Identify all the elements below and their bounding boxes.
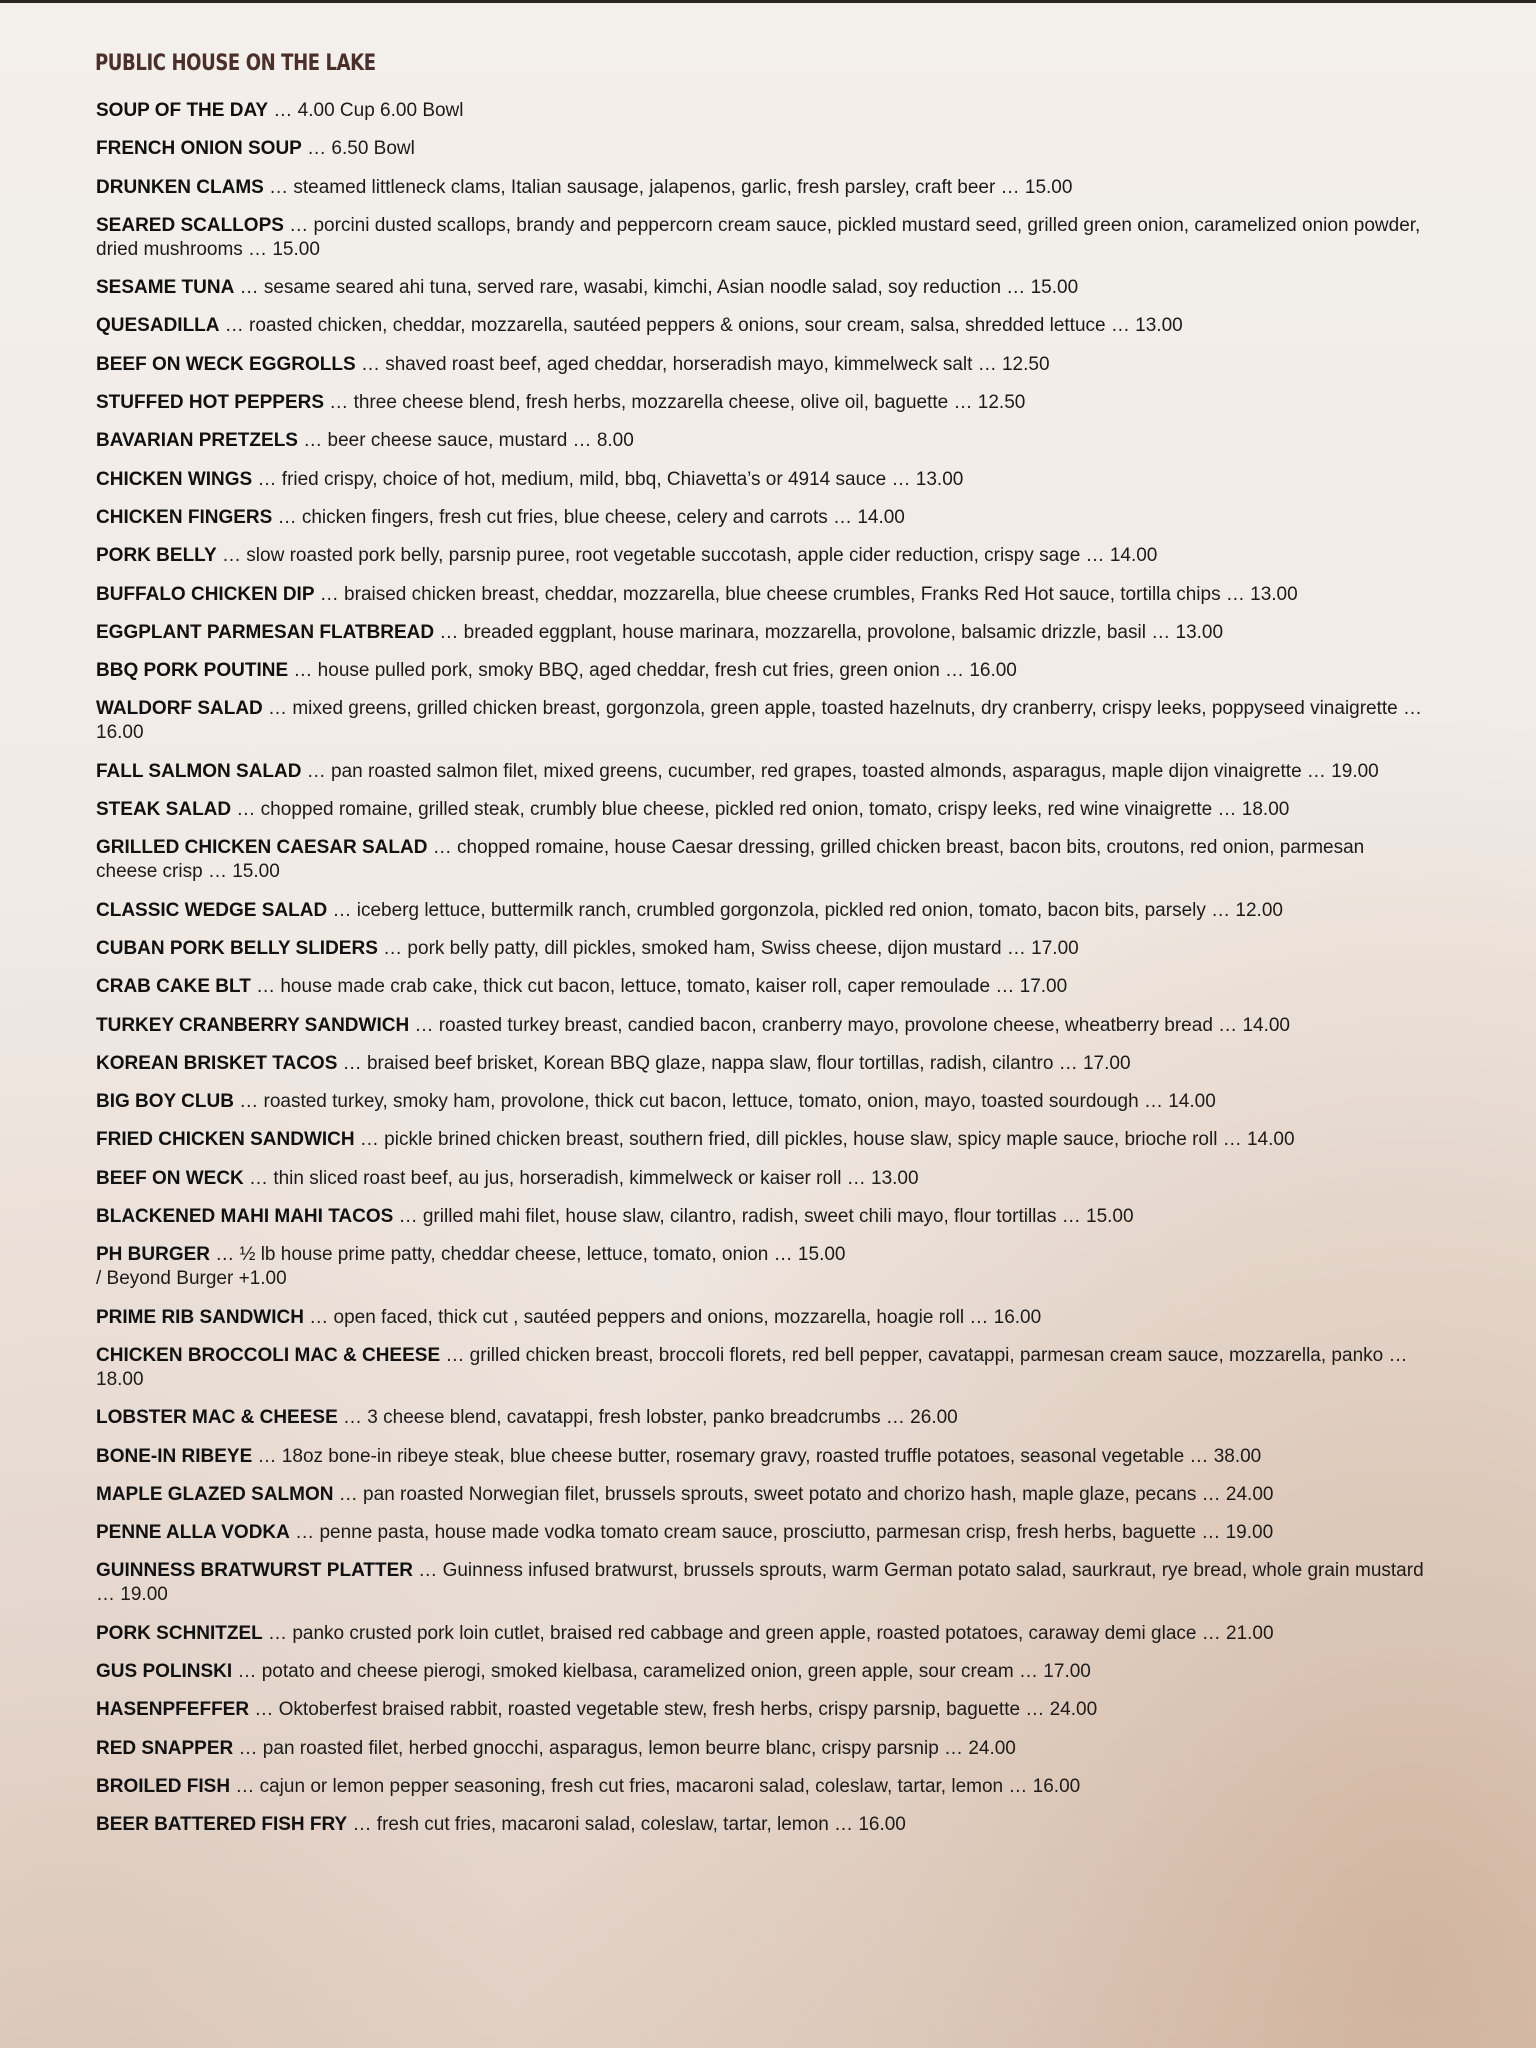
menu-item-description: … pan roasted filet, herbed gnocchi, asparagus, lemon beurre blanc, crispy parsnip … 24.00: [233, 1737, 1016, 1759]
menu-item-description: … open faced, thick cut , sautéed peppers and onions, mozzarella, hoagie roll … 16.00: [303, 1306, 1042, 1328]
menu-item: [96, 1306, 1426, 1330]
menu-item-name: TURKEY CRANBERRY SANDWICH: [96, 1014, 410, 1036]
menu-item: [96, 798, 1426, 822]
menu-item: [96, 429, 1426, 453]
menu-item: [96, 468, 1426, 492]
menu-item: [96, 975, 1426, 999]
menu-item-name: FRENCH ONION SOUP: [96, 138, 302, 160]
menu-item-description: … pan roasted salmon filet, mixed greens, cucumber, red grapes, toasted almonds, asparagus, maple dijon vinaigrette … 19.00: [301, 760, 1379, 782]
menu-item-description: … 4.00 Cup 6.00 Bowl: [268, 100, 464, 121]
menu-item: [96, 937, 1426, 961]
menu-item: [96, 1813, 1426, 1837]
menu-item: [96, 583, 1426, 607]
menu-item: [96, 137, 1426, 161]
menu-item-name: BLACKENED MAHI MAHI TACOS: [96, 1206, 394, 1228]
menu-item-description: … roasted chicken, cheddar, mozzarella, sautéed peppers & onions, sour cream, salsa, shredded lettuce … 13.00: [219, 315, 1183, 337]
menu-item-name: CRAB CAKE BLT: [96, 976, 251, 998]
menu-item-description: … iceberg lettuce, buttermilk ranch, crumbled gorgonzola, pickled red onion, tomato, bacon bits, parsely … 12.00: [327, 899, 1283, 921]
menu-item: [96, 1014, 1426, 1038]
menu-item-description: … fried crispy, choice of hot, medium, mild, bbq, Chiavetta’s or 4914 sauce … 13.00: [252, 468, 964, 490]
menu-item-note: / Beyond Burger +1.00: [96, 1268, 287, 1290]
menu-item: [96, 314, 1426, 338]
menu-item: [96, 760, 1426, 784]
menu-item-description: … beer cheese sauce, mustard … 8.00: [297, 430, 634, 452]
menu-item: [96, 214, 1426, 262]
menu-item-name: CHICKEN BROCCOLI MAC & CHEESE: [96, 1344, 441, 1366]
menu-item: [96, 353, 1426, 377]
menu-item-description: … chopped romaine, grilled steak, crumbly blue cheese, pickled red onion, tomato, crispy leeks, red wine vinaigrette … 18.00: [231, 799, 1290, 821]
menu-item-name: LOBSTER MAC & CHEESE: [96, 1407, 338, 1429]
menu-item-name: BAVARIAN PRETZELS: [96, 430, 298, 452]
menu-item-name: GUINNESS BRATWURST PLATTER: [96, 1560, 414, 1582]
menu-item-description: … 3 cheese blend, cavatappi, fresh lobster, panko breadcrumbs … 26.00: [337, 1407, 958, 1429]
menu-item-name: CHICKEN FINGERS: [96, 506, 273, 528]
menu-item: [96, 1521, 1426, 1545]
menu-item-description: … Oktoberfest braised rabbit, roasted vegetable stew, fresh herbs, crispy parsnip, baguette … 24.00: [249, 1699, 1098, 1721]
menu-item-list: [96, 99, 1426, 1851]
menu-item-name: STUFFED HOT PEPPERS: [96, 392, 325, 414]
menu-item: [96, 1698, 1426, 1722]
menu-item-name: WALDORF SALAD: [96, 698, 263, 720]
menu-item: [96, 1483, 1426, 1507]
menu-item-description: … penne pasta, house made vodka tomato cream sauce, prosciutto, parmesan crisp, fresh herbs, baguette … 19.00: [289, 1522, 1274, 1544]
menu-item: [96, 1660, 1426, 1684]
menu-item-description: … 6.50 Bowl: [301, 138, 415, 160]
menu-item: [96, 1167, 1426, 1191]
menu-item-name: EGGPLANT PARMESAN FLATBREAD: [96, 621, 435, 643]
menu-item-name: HASENPFEFFER: [96, 1699, 250, 1721]
menu-item-description: … ½ lb house prime patty, cheddar cheese, lettuce, tomato, onion … 15.00: [210, 1244, 846, 1266]
menu-item-name: GUS POLINSKI: [96, 1660, 233, 1682]
menu-item-name: BEEF ON WECK: [96, 1167, 244, 1189]
menu-item-name: PRIME RIB SANDWICH: [96, 1306, 304, 1328]
menu-item-description: … house made crab cake, thick cut bacon, lettuce, tomato, kaiser roll, caper remoulade … 17.00: [250, 976, 1068, 998]
menu-item-name: SEARED SCALLOPS: [96, 214, 284, 236]
menu-item: [96, 1737, 1426, 1761]
menu-item-description: … shaved roast beef, aged cheddar, horseradish mayo, kimmelweck salt … 12.50: [355, 353, 1050, 375]
menu-item: [96, 1205, 1426, 1229]
menu-item: [96, 899, 1426, 923]
menu-item: [96, 1243, 1426, 1291]
menu-item-description: … porcini dusted scallops, brandy and peppercorn cream sauce, pickled mustard seed, grilled green onion, caramelized onion powder, dried mushrooms … 15.00: [96, 214, 1421, 260]
menu-item: [96, 1052, 1426, 1076]
menu-item-name: KOREAN BRISKET TACOS: [96, 1052, 338, 1074]
menu-item-name: BONE-IN RIBEYE: [96, 1445, 253, 1467]
menu-item-description: … braised beef brisket, Korean BBQ glaze, nappa slaw, flour tortillas, radish, cilantro … 17.00: [337, 1052, 1131, 1074]
menu-item: [96, 1344, 1426, 1392]
menu-item: [96, 391, 1426, 415]
menu-item-description: … 18oz bone-in ribeye steak, blue cheese butter, rosemary gravy, roasted truffle potatoes, seasonal vegetable … 38.00: [252, 1445, 1262, 1467]
menu-item: [96, 1775, 1426, 1799]
menu-item-name: MAPLE GLAZED SALMON: [96, 1483, 334, 1505]
menu-item-name: SESAME TUNA: [96, 277, 235, 299]
menu-item: [96, 506, 1426, 530]
menu-item-description: … pork belly patty, dill pickles, smoked ham, Swiss cheese, dijon mustard … 17.00: [377, 937, 1079, 959]
menu-item-name: GRILLED CHICKEN CAESAR SALAD: [96, 837, 428, 859]
menu-item-name: BIG BOY CLUB: [96, 1091, 234, 1113]
menu-item-description: … steamed littleneck clams, Italian sausage, jalapenos, garlic, fresh parsley, craft beer … 15.00: [263, 176, 1073, 198]
menu-item-name: BEER BATTERED FISH FRY: [96, 1814, 348, 1836]
menu-item: [96, 836, 1426, 884]
menu-item-description: … roasted turkey breast, candied bacon, cranberry mayo, provolone cheese, wheatberry bread … 14.00: [409, 1014, 1290, 1036]
menu-item: [96, 1128, 1426, 1152]
menu-item-name: BROILED FISH: [96, 1775, 231, 1797]
menu-item-name: FRIED CHICKEN SANDWICH: [96, 1129, 355, 1151]
menu-item: [96, 99, 1426, 123]
menu-item-description: … slow roasted pork belly, parsnip puree, root vegetable succotash, apple cider reduction, crispy sage … 14.00: [216, 545, 1158, 567]
menu-item-description: … fresh cut fries, macaroni salad, coleslaw, tartar, lemon … 16.00: [347, 1814, 906, 1836]
menu-item-name: BEEF ON WECK EGGROLLS: [96, 353, 356, 375]
menu-item: [96, 1445, 1426, 1469]
menu-item-name: STEAK SALAD: [96, 799, 232, 821]
menu-item: [96, 1622, 1426, 1646]
menu-item-name: CHICKEN WINGS: [96, 468, 253, 490]
menu-item-description: … pan roasted Norwegian filet, brussels sprouts, sweet potato and chorizo hash, maple glaze, pecans … 24.00: [333, 1483, 1274, 1505]
menu-item-name: RED SNAPPER: [96, 1737, 234, 1759]
menu-item-name: CLASSIC WEDGE SALAD: [96, 899, 328, 921]
menu-item-description: … roasted turkey, smoky ham, provolone, thick cut bacon, lettuce, tomato, onion, mayo, toasted sourdough … 14.00: [233, 1091, 1216, 1113]
menu-item-name: BUFFALO CHICKEN DIP: [96, 583, 315, 605]
menu-item-description: … breaded eggplant, house marinara, mozzarella, provolone, balsamic drizzle, basil … 13.00: [434, 621, 1224, 643]
menu-item: [96, 276, 1426, 300]
menu-item-name: BBQ PORK POUTINE: [96, 660, 289, 682]
menu-item: [96, 544, 1426, 568]
menu-item: [96, 1559, 1426, 1607]
menu-item-name: DRUNKEN CLAMS: [96, 176, 264, 198]
menu-item-description: … potato and cheese pierogi, smoked kielbasa, caramelized onion, green apple, sour cream … 17.00: [232, 1660, 1091, 1682]
menu-item-name: PORK BELLY: [96, 545, 217, 567]
menu-item: [96, 697, 1426, 745]
menu-item: [96, 1090, 1426, 1114]
menu-item-name: PH BURGER: [96, 1244, 211, 1266]
menu-item-description: … braised chicken breast, cheddar, mozzarella, blue cheese crumbles, Franks Red Hot sauce, tortilla chips … 13.00: [314, 583, 1298, 605]
menu-item: [96, 176, 1426, 200]
menu-item-description: … house pulled pork, smoky BBQ, aged cheddar, fresh cut fries, green onion … 16.00: [288, 660, 1017, 682]
menu-item-name: PORK SCHNITZEL: [96, 1622, 263, 1644]
menu-page: [0, 3, 1536, 2048]
menu-item-description: … panko crusted pork loin cutlet, braised red cabbage and green apple, roasted potatoes, caraway demi glace … 21.00: [262, 1622, 1274, 1644]
menu-item-description: … chopped romaine, house Caesar dressing, grilled chicken breast, bacon bits, croutons, red onion, parmesan cheese crisp … 15.00: [96, 837, 1365, 883]
menu-item-description: … pickle brined chicken breast, southern fried, dill pickles, house slaw, spicy maple sauce, brioche roll … 14.00: [354, 1129, 1295, 1151]
menu-item-description: … grilled mahi filet, house slaw, cilantro, radish, sweet chili mayo, flour tortillas … 15.00: [393, 1206, 1134, 1228]
menu-item: [96, 1406, 1426, 1430]
menu-item-description: … thin sliced roast beef, au jus, horseradish, kimmelweck or kaiser roll … 13.00: [243, 1167, 919, 1189]
menu-item-description: … mixed greens, grilled chicken breast, gorgonzola, green apple, toasted hazelnuts, dry cranberry, crispy leeks, poppyseed vinaigrette … 16.00: [96, 698, 1423, 744]
menu-title: PUBLIC HOUSE ON THE LAKE: [95, 51, 376, 76]
menu-item-name: FALL SALMON SALAD: [96, 760, 302, 782]
menu-item-description: … cajun or lemon pepper seasoning, fresh cut fries, macaroni salad, coleslaw, tartar, lemon … 16.00: [230, 1775, 1081, 1797]
menu-item-description: … Guinness infused bratwurst, brussels sprouts, warm German potato salad, saurkraut, rye bread, whole grain mustard … 19.00: [96, 1560, 1424, 1606]
menu-item-name: QUESADILLA: [96, 315, 220, 337]
menu-item-description: … sesame seared ahi tuna, served rare, wasabi, kimchi, Asian noodle salad, soy reduction … 15.00: [234, 277, 1079, 299]
menu-item: [96, 621, 1426, 645]
menu-item-description: … three cheese blend, fresh herbs, mozzarella cheese, olive oil, baguette … 12.50: [324, 392, 1026, 414]
menu-item-name: PENNE ALLA VODKA: [96, 1522, 290, 1544]
menu-item-name: CUBAN PORK BELLY SLIDERS: [96, 937, 378, 959]
menu-item: [96, 659, 1426, 683]
menu-item-description: … chicken fingers, fresh cut fries, blue cheese, celery and carrots … 14.00: [272, 506, 905, 528]
menu-item-description: … grilled chicken breast, broccoli florets, red bell pepper, cavatappi, parmesan cream sauce, mozzarella, panko … 18.00: [96, 1344, 1408, 1390]
menu-item-name: SOUP OF THE DAY: [96, 100, 269, 121]
